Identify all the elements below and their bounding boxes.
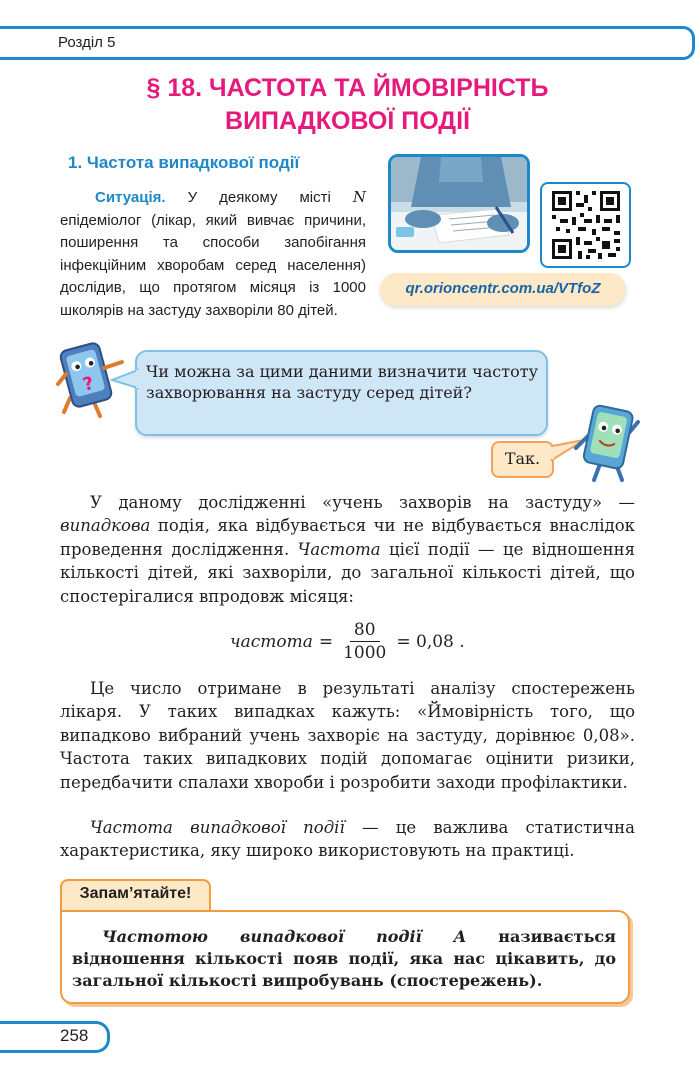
answer-text: Так. bbox=[504, 449, 541, 468]
para1-term-frequency: Частота bbox=[297, 539, 381, 559]
frequency-formula bbox=[230, 620, 465, 663]
remember-label: Запам’ятайте! bbox=[79, 885, 192, 902]
formula-label: частота bbox=[230, 631, 313, 652]
title-line-1: § 18. ЧАСТОТА ТА ЙМОВІРНІСТЬ bbox=[146, 74, 549, 102]
formula-denominator: 1000 bbox=[343, 643, 387, 663]
body-paragraph-3 bbox=[60, 816, 635, 863]
situation-lead: Ситуація. bbox=[95, 189, 166, 206]
section-label: Розділ 5 bbox=[58, 34, 116, 51]
para1-part-a: У даному дослідженні «учень захворів на застуду» — bbox=[90, 493, 635, 512]
definition-term: Частотою випадкової події A bbox=[102, 927, 467, 946]
footer-bar bbox=[0, 1021, 110, 1053]
svg-text:?: ? bbox=[80, 372, 97, 396]
formula-result: = 0,08 . bbox=[396, 631, 465, 652]
formula-equals: = bbox=[318, 631, 334, 652]
doctor-illustration bbox=[391, 157, 527, 250]
para3-rest: — це важлива статистична характеристика, яку широко використовують на практиці. bbox=[60, 818, 635, 861]
body-paragraph-2: Це число отримане в результаті аналізу спостережень лікаря. У таких випадках кажуть: «Ймовірність того, що випадково вибраний учень захворіє на застуду, дорівнює 0,08». Частота таких випадкових подій допомагає оцінити ризики, передбачити спалахи хвороби і розробити заходи профілактики. bbox=[60, 679, 635, 792]
question-text: Чи можна за цими даними визначити частоту захворювання на застуду серед дітей? bbox=[146, 362, 538, 402]
question-bubble-tail bbox=[110, 368, 140, 390]
phone-mascot-answer-icon bbox=[574, 402, 644, 484]
definition-rest: називається відношення кількості появ події, яка нас цікавить, до загальної кількості випробувань (спостережень). bbox=[72, 927, 616, 990]
qr-code-icon bbox=[542, 184, 629, 266]
para1-part-c: подія, яка відбувається чи не відбувається внаслідок проведення дослідження. bbox=[60, 516, 635, 559]
formula-numerator: 80 bbox=[350, 620, 380, 642]
page-title bbox=[60, 72, 635, 138]
situation-paragraph bbox=[60, 186, 366, 322]
qr-url-link[interactable]: qr.orioncentr.com.ua/VTfoZ bbox=[405, 280, 601, 297]
title-line-2: ВИПАДКОВОЇ ПОДІЇ bbox=[225, 107, 470, 135]
situation-variable: N bbox=[352, 188, 366, 206]
body-paragraph-1 bbox=[60, 491, 635, 608]
page-number: 258 bbox=[60, 1026, 89, 1045]
situation-text-2: епідеміолог (лікар, який вивчає причини, поширення та способи запобігання інфекційним хворобам серед населення) дослідив, що протягом місяця із 1000 школярів на застуду захворіли 80 дітей. bbox=[60, 211, 366, 319]
formula-fraction bbox=[339, 620, 390, 663]
definition-text bbox=[72, 926, 616, 992]
doctor-photo bbox=[388, 154, 530, 253]
para3-term: Частота випадкової події bbox=[90, 818, 345, 837]
para1-part-e: цієї події — це відношення кількості дітей, які захворіли, до загальної кількості дітей, що спостерігалися впродовж місяця: bbox=[60, 539, 635, 606]
situation-text-1: У деякому місті bbox=[165, 189, 353, 206]
para1-term-random: випадкова bbox=[60, 516, 151, 536]
qr-code[interactable] bbox=[540, 182, 631, 268]
subsection-heading: 1. Частота випадкової події bbox=[68, 153, 300, 172]
